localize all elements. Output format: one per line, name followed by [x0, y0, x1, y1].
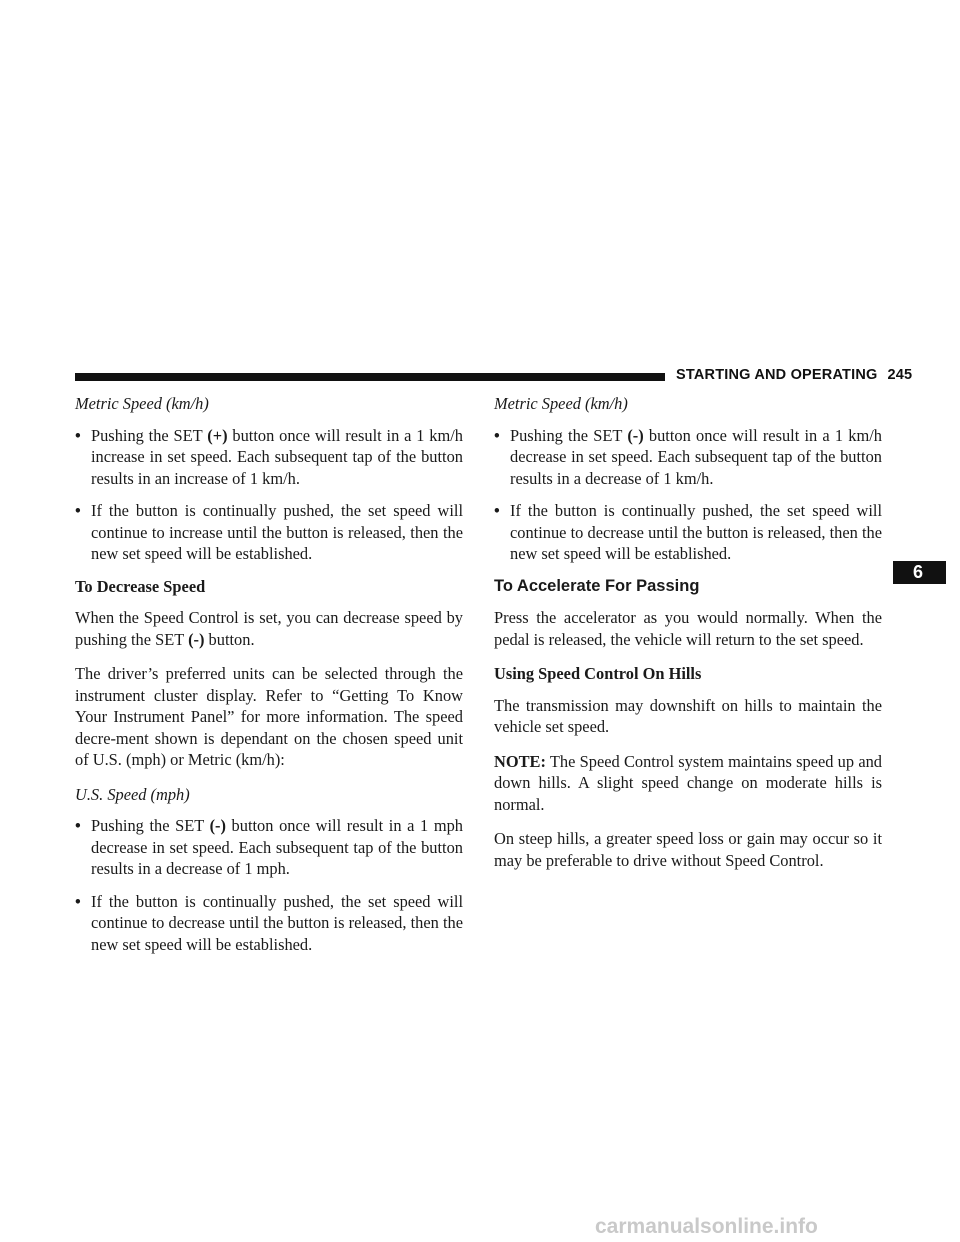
- set-minus-button-label: (-): [188, 629, 205, 649]
- paragraph-text: button.: [204, 629, 255, 649]
- us-subhead: U.S. Speed (mph): [75, 784, 190, 804]
- bullet-icon: •: [75, 501, 81, 520]
- us-bullet-list: [75, 815, 463, 955]
- bullet-icon: •: [75, 425, 81, 445]
- steep-hills-paragraph: On steep hills, a greater speed loss or gain may occur so it may be preferable to drive without Speed Control.: [494, 829, 882, 870]
- note-text: The Speed Control system maintains speed up and down hills. A slight speed change on moderate hills is normal.: [494, 751, 882, 814]
- hills-paragraph: The transmission may downshift on hills to maintain the vehicle set speed.: [494, 695, 882, 736]
- metric-bullet-list: [75, 425, 463, 565]
- passing-heading: To Accelerate For Passing: [494, 576, 700, 595]
- list-item: [75, 425, 463, 490]
- metric-subhead: Metric Speed (km/h): [494, 394, 628, 413]
- bullet-text: If the button is continually pushed, the set speed will continue to decrease until the button is released, then the new set speed will be established.: [510, 501, 882, 563]
- note-label: NOTE:: [494, 751, 546, 771]
- metric-bullet-list: [494, 425, 882, 565]
- bullet-text: If the button is continually pushed, the set speed will continue to decrease until the button is released, then the new set speed will be established.: [91, 891, 463, 954]
- list-item: [75, 500, 463, 565]
- set-minus-button-label: (-): [209, 816, 226, 835]
- set-plus-button-label: (+): [207, 425, 228, 445]
- right-column: [494, 393, 882, 884]
- bullet-text: button once will result in a 1 km/h increase in set speed. Each subsequent tap of the button results in an increase of 1 km/h.: [91, 425, 464, 488]
- bullet-icon: •: [494, 501, 500, 520]
- set-minus-button-label: (-): [627, 425, 644, 445]
- bullet-text: Pushing the SET: [510, 425, 628, 445]
- passing-paragraph: Press the accelerator as you would normally. When the pedal is released, the vehicle will return to the set speed.: [494, 608, 882, 649]
- bullet-text: button once will result in a 1 km/h decrease in set speed. Each subsequent tap of the button results in a decrease of 1 km/h.: [510, 425, 883, 488]
- decrease-speed-paragraph: [75, 607, 463, 650]
- units-paragraph: The driver’s preferred units can be selected through the instrument cluster display. Refer to “Getting To Know Your Instrument Panel” for more information. The speed decre-ment shown is dependant on the chosen speed unit of U.S. (mph) or Metric (km/h):: [75, 664, 463, 769]
- bullet-icon: •: [494, 425, 500, 445]
- bullet-text: Pushing the SET: [91, 425, 208, 445]
- bullet-text: button once will result in a 1 mph decrease in set speed. Each subsequent tap of the button results in a decrease of 1 mph.: [91, 816, 463, 878]
- hills-heading: Using Speed Control On Hills: [494, 664, 702, 683]
- note-paragraph: [494, 751, 882, 816]
- section-title: STARTING AND OPERATING: [676, 367, 878, 383]
- decrease-speed-heading: To Decrease Speed: [75, 576, 206, 596]
- running-header: [676, 367, 913, 383]
- left-column: [75, 393, 463, 966]
- page-number: 245: [887, 367, 913, 383]
- header-rule: [75, 373, 665, 381]
- bullet-icon: •: [75, 816, 81, 835]
- metric-subhead: Metric Speed (km/h): [75, 394, 209, 413]
- list-item: [75, 891, 463, 956]
- list-item: [494, 425, 882, 490]
- bullet-text: Pushing the SET: [91, 816, 210, 835]
- bullet-icon: •: [75, 891, 81, 911]
- paragraph-text: When the Speed Control is set, you can decrease speed by pushing the SET: [75, 608, 463, 649]
- chapter-tab: 6: [893, 561, 946, 584]
- watermark: carmanualsonline.info: [595, 1215, 818, 1238]
- bullet-text: If the button is continually pushed, the set speed will continue to increase until the button is released, then the new set speed will be established.: [91, 501, 463, 563]
- list-item: [75, 815, 463, 880]
- list-item: [494, 500, 882, 565]
